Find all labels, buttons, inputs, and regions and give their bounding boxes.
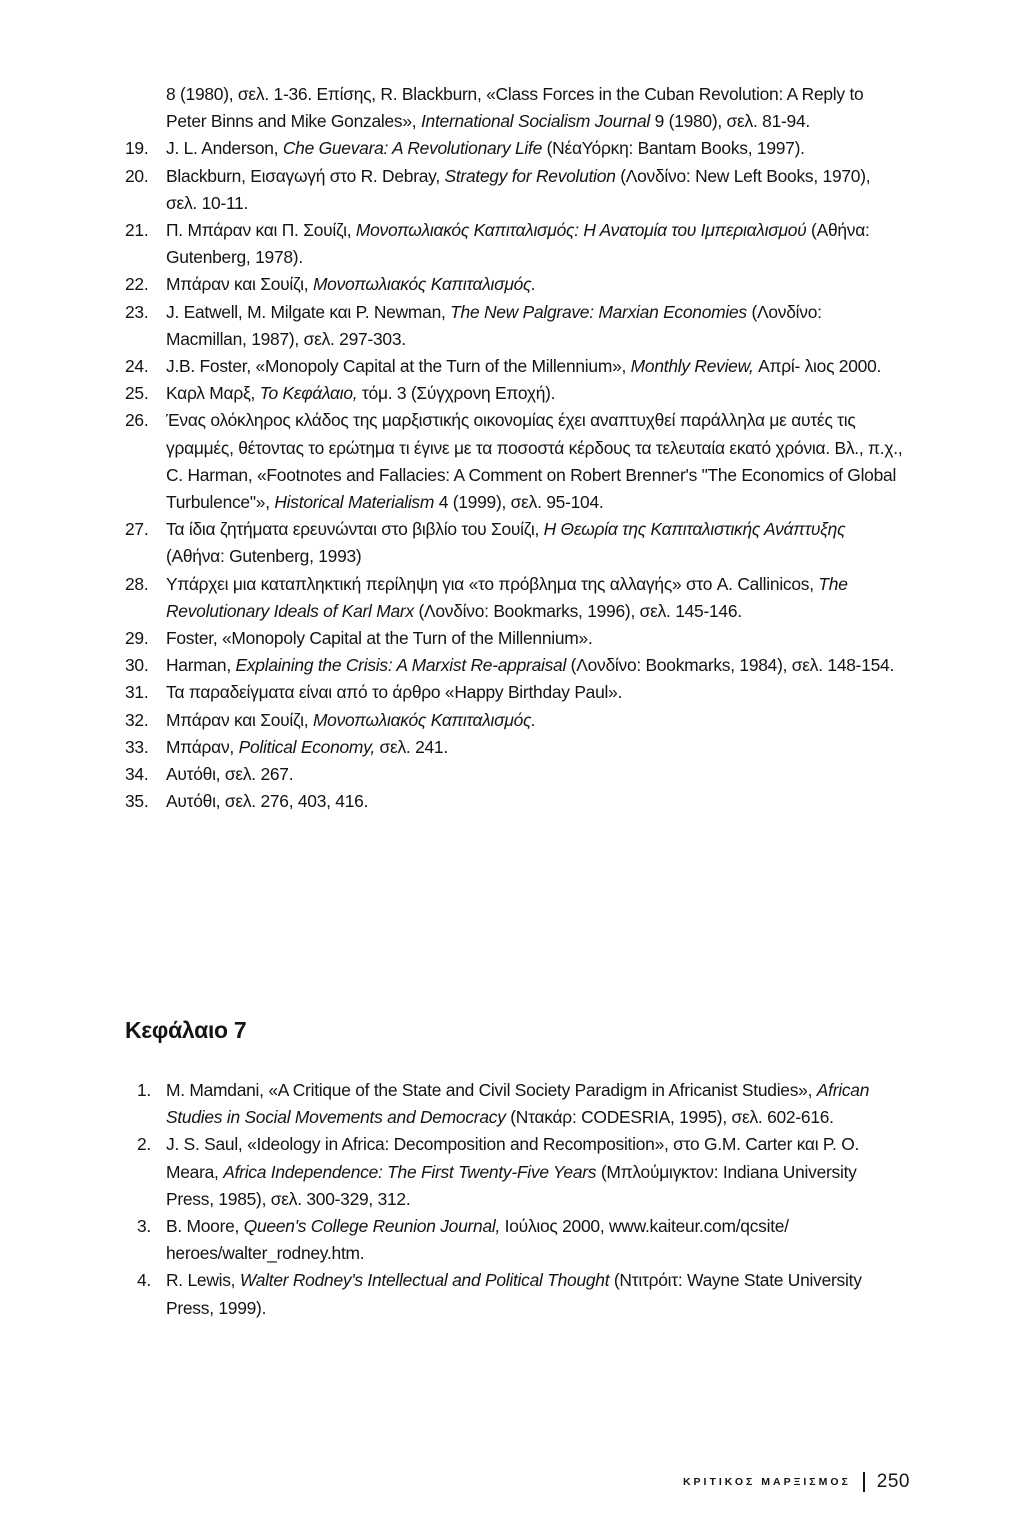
endnote (125, 353, 905, 380)
endnote-text: Μπάραν και Σουίζι, (166, 274, 313, 295)
endnote-number: 21. (125, 220, 149, 241)
endnote-text: Μπάραν και Σουίζι, (166, 709, 313, 730)
page-number: 250 (876, 1471, 910, 1492)
endnote-number: 2. (137, 1134, 152, 1155)
endnote-title: Το Κεφάλαιο, (259, 383, 358, 404)
endnote-title: Μονοπωλιακός Καπιταλισμός. (312, 274, 536, 295)
endnote-number: 24. (125, 356, 149, 377)
endnote-text: Αυτόθι, σελ. 276, 403, 416. (166, 791, 369, 812)
endnote-text: (ΝέαΥόρκη: Bantam Books, 1997). (542, 138, 805, 159)
endnote-title: The Revolutionary Ideals of Karl Marx (166, 573, 848, 621)
endnote (125, 163, 905, 217)
endnote-text: τόμ. 3 (Σύγχρονη Εποχή). (357, 383, 556, 404)
endnote (125, 299, 905, 353)
endnote-title: Queen's College Reunion Journal, (243, 1216, 501, 1237)
endnote-text: 9 (1980), σελ. 81-94. (650, 111, 810, 132)
endnote-number: 30. (125, 655, 149, 676)
endnote (125, 625, 905, 652)
endnote (125, 679, 905, 706)
endnotes-list-chapter-7 (125, 1077, 905, 1322)
endnote-title: Μονοπωλιακός Καπιταλισμός: Η Ανατομία του Ιμπεριαλισμού (355, 220, 807, 241)
endnote (125, 81, 905, 135)
endnote-number: 4. (137, 1270, 152, 1291)
endnote-text: Τα παραδείγματα είναι από το άρθρο «Happy Birthday Paul». (166, 682, 623, 703)
endnote-title: Monthly Review, (630, 356, 754, 377)
endnote-text: Αυτόθι, σελ. 267. (166, 764, 294, 785)
endnote (125, 217, 905, 271)
endnote-text: (Ντιτρόιτ: Wayne State University Press, 1999). (166, 1270, 862, 1318)
endnote-number: 19. (125, 138, 149, 159)
endnote (125, 734, 905, 761)
endnote-text: J. Eatwell, M. Milgate και P. Newman, (166, 301, 451, 322)
endnote-text: (Λονδίνο: Bookmarks, 1996), σελ. 145-146. (413, 600, 742, 621)
endnote (125, 407, 905, 516)
endnote-text: Μπάραν, (166, 736, 239, 757)
chapter-heading: Κεφάλαιο 7 (125, 1017, 247, 1043)
endnote-text: Blackburn, Εισαγωγή στο R. Debray, (166, 165, 445, 186)
endnote (125, 652, 905, 679)
endnote-text: (Μπλούμιγκτον: Indiana University Press, 1985), σελ. 300-329, 312. (166, 1161, 857, 1209)
endnote-text: (Λονδίνο: New Left Books, 1970), σελ. 10-11. (166, 165, 871, 213)
endnote-text: R. Lewis, (166, 1270, 240, 1291)
endnote-text: (Αθήνα: Gutenberg, 1993) (166, 546, 362, 567)
endnote-text: (Αθήνα: Gutenberg, 1978). (166, 220, 870, 268)
endnote (125, 271, 905, 298)
endnote-number: 23. (125, 301, 149, 322)
endnote-text: σελ. 241. (374, 736, 448, 757)
endnote-title: The New Palgrave: Marxian Economies (450, 301, 747, 322)
endnotes-list-previous-chapter (125, 81, 905, 815)
endnote-number: 35. (125, 791, 149, 812)
endnote (125, 761, 905, 788)
endnote-title: Walter Rodney's Intellectual and Political Thought (239, 1270, 610, 1291)
endnote-title: Political Economy, (238, 736, 375, 757)
endnote-text: Απρί- λιος 2000. (753, 356, 882, 377)
endnote-number: 33. (125, 736, 149, 757)
endnote-number: 1. (137, 1080, 152, 1100)
endnote-text: Π. Μπάραν και Π. Σουίζι, (166, 220, 356, 241)
endnote (125, 135, 905, 162)
endnote-text: Υπάρχει μια καταπληκτική περίληψη για «το πρόβλημα της αλλαγής» στο A. Callinicos, (166, 573, 819, 594)
endnote-text: (Λονδίνο: Bookmarks, 1984), σελ. 148-154. (566, 655, 895, 676)
endnote-number: 20. (125, 165, 149, 186)
endnote-text: Ιούλιος 2000, www.kaiteur.com/qcsite/ heroes/walter_rodney.htm. (166, 1216, 789, 1264)
endnote-number: 28. (125, 573, 149, 594)
endnote (125, 1077, 905, 1131)
endnote-number: 22. (125, 274, 149, 295)
endnote-text: 4 (1999), σελ. 95-104. (434, 492, 604, 513)
endnote-title: Strategy for Revolution (444, 165, 616, 186)
endnote-title: International Socialism Journal (420, 111, 651, 132)
endnote (125, 516, 905, 570)
endnote-text: J. S. Saul, «Ideology in Africa: Decomposition and Recomposition», στο G.M. Carter και P. O. Meara, (166, 1134, 860, 1182)
endnote-number: 34. (125, 764, 149, 785)
endnote-title: Africa Independence: The First Twenty-Five Years (223, 1161, 597, 1182)
footer-divider (863, 1472, 865, 1492)
endnote-text: Foster, «Monopoly Capital at the Turn of the Millennium». (166, 628, 593, 649)
endnote-text: Καρλ Μαρξ, (166, 383, 260, 404)
endnote-title: Μονοπωλιακός Καπιταλισμός. (312, 709, 536, 730)
endnote-title: Η Θεωρία της Καπιταλιστικής Ανάπτυξης (543, 519, 846, 540)
endnote (125, 1131, 905, 1213)
endnote-text: (Ντακάρ: CODESRIA, 1995), σελ. 602-616. (505, 1107, 834, 1128)
endnote-text: 8 (1980), σελ. 1-36. Επίσης, R. Blackburn, «Class Forces in the Cuban Revolution: A Reply to Peter Binns and Mike Gonzales», (166, 84, 864, 132)
endnote-number: 25. (125, 383, 149, 404)
endnote-title: Explaining the Crisis: A Marxist Re-appraisal (235, 655, 567, 676)
endnote-text: J. L. Anderson, (166, 138, 283, 159)
page-footer (620, 1471, 910, 1493)
endnote-text: Harman, (166, 655, 236, 676)
endnote-number: 31. (125, 682, 149, 703)
endnote-text: M. Mamdani, «A Critique of the State and Civil Society Paradigm in Africanist Studies», (166, 1080, 817, 1100)
endnote-text: J.B. Foster, «Monopoly Capital at the Turn of the Millennium», (166, 356, 631, 377)
endnote-number: 32. (125, 709, 149, 730)
endnote (125, 380, 905, 407)
endnote-number: 3. (137, 1216, 152, 1237)
endnote (125, 788, 905, 815)
endnote-number: 29. (125, 628, 149, 649)
endnote-title: Che Guevara: A Revolutionary Life (282, 138, 543, 159)
endnote-text: Τα ίδια ζητήματα ερευνώνται στο βιβλίο του Σουίζι, (166, 519, 544, 540)
endnote-title: Historical Materialism (274, 492, 435, 513)
endnote-number: 26. (125, 410, 149, 431)
endnote (125, 571, 905, 625)
journal-title: ΚΡΙΤΙΚΟΣ ΜΑΡΞΙΣΜΟΣ (682, 1476, 851, 1488)
endnote (125, 1213, 905, 1267)
endnote-text: Ένας ολόκληρος κλάδος της μαρξιστικής οικονομίας έχει αναπτυχθεί παράλληλα με αυτές τις γραμμές, θέτοντας το ερώτημα τι έγινε με τα ποσοστά κέρδους τα τελευταία εκατό χρόνια. Βλ., π.χ., C. Harman, «Footnotes and Fallacies: A Comment on Robert Brenner's "The Economics of Global Turbulence"», (166, 410, 903, 513)
endnote (125, 1267, 905, 1321)
endnote-title: African Studies in Social Movements and Democracy (166, 1080, 870, 1128)
endnote-text: (Λονδίνο: Macmillan, 1987), σελ. 297-303. (166, 301, 822, 349)
endnote-text: B. Moore, (166, 1216, 244, 1237)
endnote (125, 707, 905, 734)
endnote-number: 27. (125, 519, 149, 540)
